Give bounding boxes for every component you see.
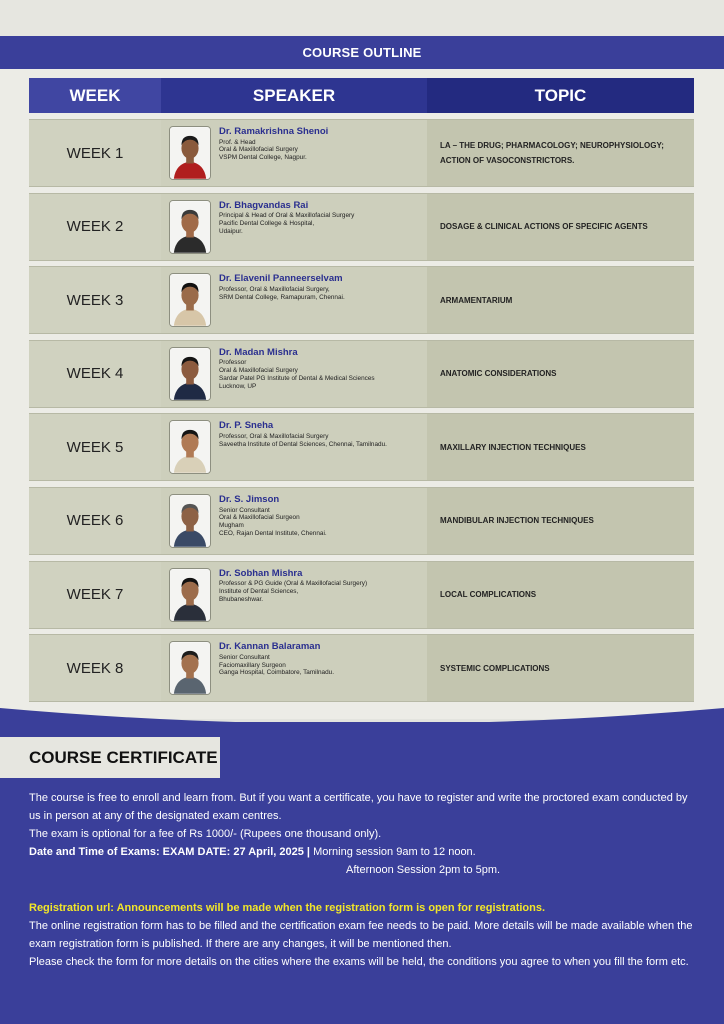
speaker-info — [219, 641, 334, 677]
speaker-cell — [161, 194, 427, 260]
speaker-detail: SRM Dental College, Ramapuram, Chennai. — [219, 293, 345, 301]
speaker-detail: Professor — [219, 359, 247, 367]
topic-cell: DOSAGE & CLINICAL ACTIONS OF SPECIFIC AGENTS — [427, 194, 694, 260]
speaker-cell — [161, 267, 427, 333]
course-outline-table — [29, 78, 694, 708]
exam-date-label: Date and Time of Exams: EXAM DATE: 27 April, 2025 | — [29, 846, 311, 858]
speaker-detail: Institute of Dental Sciences, — [219, 587, 299, 595]
speaker-info — [219, 273, 345, 301]
speaker-cell — [161, 488, 427, 554]
certificate-para-1: The course is free to enroll and learn from. But if you want a certificate, you have to register and write the proctored exam conducted by us in person at any of the designated exam centres. — [29, 792, 688, 822]
table-row — [29, 193, 694, 261]
speaker-name: Dr. Sobhan Mishra — [219, 567, 303, 579]
week-label: WEEK 3 — [29, 267, 161, 333]
speaker-detail: Sardar Patel PG Institute of Dental & Medical Sciences — [219, 374, 375, 382]
topic-cell: ARMAMENTARIUM — [427, 267, 694, 333]
table-body — [29, 119, 694, 702]
speaker-detail: Saveetha Institute of Dental Sciences, Chennai, Tamilnadu. — [219, 440, 387, 448]
speaker-name: Dr. Kannan Balaraman — [219, 641, 321, 653]
column-header-speaker: SPEAKER — [161, 78, 427, 113]
registration-para-2: Please check the form for more details on the cities where the exams will be held, the conditions you agree to when you fill the form etc. — [29, 956, 689, 968]
speaker-info — [219, 420, 387, 448]
speaker-cell — [161, 120, 427, 186]
speaker-detail: Pacific Dental College & Hospital, — [219, 219, 315, 227]
speaker-detail: Senior Consultant — [219, 506, 270, 514]
week-label: WEEK 2 — [29, 194, 161, 260]
speaker-detail: Oral & Maxillofacial Surgery — [219, 146, 298, 154]
speaker-photo — [169, 273, 211, 327]
speaker-photo — [169, 494, 211, 548]
speaker-name: Dr. Madan Mishra — [219, 346, 298, 358]
exam-date-line — [29, 843, 697, 861]
top-strip — [0, 0, 724, 36]
speaker-photo — [169, 126, 211, 180]
speaker-detail: VSPM Dental College, Nagpur. — [219, 154, 307, 162]
week-label: WEEK 5 — [29, 414, 161, 480]
speaker-cell — [161, 562, 427, 628]
speaker-cell — [161, 414, 427, 480]
week-label: WEEK 7 — [29, 562, 161, 628]
table-row — [29, 487, 694, 555]
speaker-detail: Professor, Oral & Maxillofacial Surgery, — [219, 285, 330, 293]
week-label: WEEK 4 — [29, 341, 161, 407]
week-label: WEEK 6 — [29, 488, 161, 554]
speaker-detail: Lucknow, UP — [219, 382, 257, 390]
speaker-detail: Oral & Maxillofacial Surgery — [219, 367, 298, 375]
speaker-info — [219, 200, 354, 236]
registration-block — [29, 899, 697, 971]
speaker-detail: Principal & Head of Oral & Maxillofacial Surgery — [219, 212, 355, 220]
speaker-info — [219, 347, 375, 391]
speaker-detail: CEO, Rajan Dental Institute, Chennai. — [219, 529, 327, 537]
speaker-name: Dr. P. Sneha — [219, 420, 274, 432]
speaker-info — [219, 568, 367, 604]
speaker-name: Dr. S. Jimson — [219, 493, 280, 505]
topic-cell: LA – THE DRUG; PHARMACOLOGY; NEUROPHYSIOLOGY; ACTION OF VASOCONSTRICTORS. — [427, 120, 694, 186]
table-header — [29, 78, 694, 113]
certificate-body — [29, 789, 697, 879]
speaker-name: Dr. Elavenil Panneerselvam — [219, 273, 343, 285]
session-morning: Morning session 9am to 12 noon. — [313, 846, 476, 858]
speaker-detail: Oral & Maxillofacial Surgeon — [219, 514, 300, 522]
column-header-topic: TOPIC — [427, 78, 694, 113]
table-row — [29, 634, 694, 702]
course-outline-header: COURSE OUTLINE — [0, 36, 724, 69]
topic-cell: SYSTEMIC COMPLICATIONS — [427, 635, 694, 701]
topic-cell: ANATOMIC CONSIDERATIONS — [427, 341, 694, 407]
speaker-info — [219, 494, 327, 538]
table-row — [29, 413, 694, 481]
week-label: WEEK 1 — [29, 120, 161, 186]
speaker-photo — [169, 641, 211, 695]
speaker-detail: Prof. & Head — [219, 138, 256, 146]
speaker-photo — [169, 347, 211, 401]
speaker-photo — [169, 420, 211, 474]
speaker-detail: Faciomaxillary Surgeon — [219, 661, 286, 669]
registration-title: Registration url: Announcements will be made when the registration form is open for registrations. — [29, 902, 546, 914]
speaker-detail: Professor, Oral & Maxillofacial Surgery — [219, 432, 329, 440]
week-label: WEEK 8 — [29, 635, 161, 701]
speaker-detail: Mugham — [219, 522, 244, 530]
topic-cell: MAXILLARY INJECTION TECHNIQUES — [427, 414, 694, 480]
certificate-para-2: The exam is optional for a fee of Rs 1000/- (Rupees one thousand only). — [29, 828, 382, 840]
speaker-detail: Senior Consultant — [219, 653, 270, 661]
table-row — [29, 561, 694, 629]
topic-cell: MANDIBULAR INJECTION TECHNIQUES — [427, 488, 694, 554]
speaker-name: Dr. Bhagvandas Rai — [219, 199, 309, 211]
speaker-cell — [161, 635, 427, 701]
speaker-name: Dr. Ramakrishna Shenoi — [219, 126, 329, 137]
speaker-detail: Bhubaneshwar. — [219, 595, 264, 603]
course-certificate-title: COURSE CERTIFICATE — [0, 737, 220, 778]
speaker-detail: Ganga Hospital, Coimbatore, Tamilnadu. — [219, 669, 334, 677]
speaker-detail: Professor & PG Guide (Oral & Maxillofacial Surgery) — [219, 580, 368, 588]
table-row — [29, 119, 694, 187]
registration-para-1: The online registration form has to be filled and the certification exam fee needs to be paid. More details will be made available when the exam registration form is published. If there are any changes, it will be mentioned then. — [29, 920, 693, 950]
speaker-photo — [169, 568, 211, 622]
speaker-cell — [161, 341, 427, 407]
session-afternoon: Afternoon Session 2pm to 5pm. — [346, 864, 501, 876]
speaker-info — [219, 126, 328, 162]
speaker-photo — [169, 200, 211, 254]
topic-cell: LOCAL COMPLICATIONS — [427, 562, 694, 628]
speaker-detail: Udaipur. — [219, 227, 243, 235]
table-row — [29, 340, 694, 408]
table-row — [29, 266, 694, 334]
column-header-week: WEEK — [29, 78, 161, 113]
